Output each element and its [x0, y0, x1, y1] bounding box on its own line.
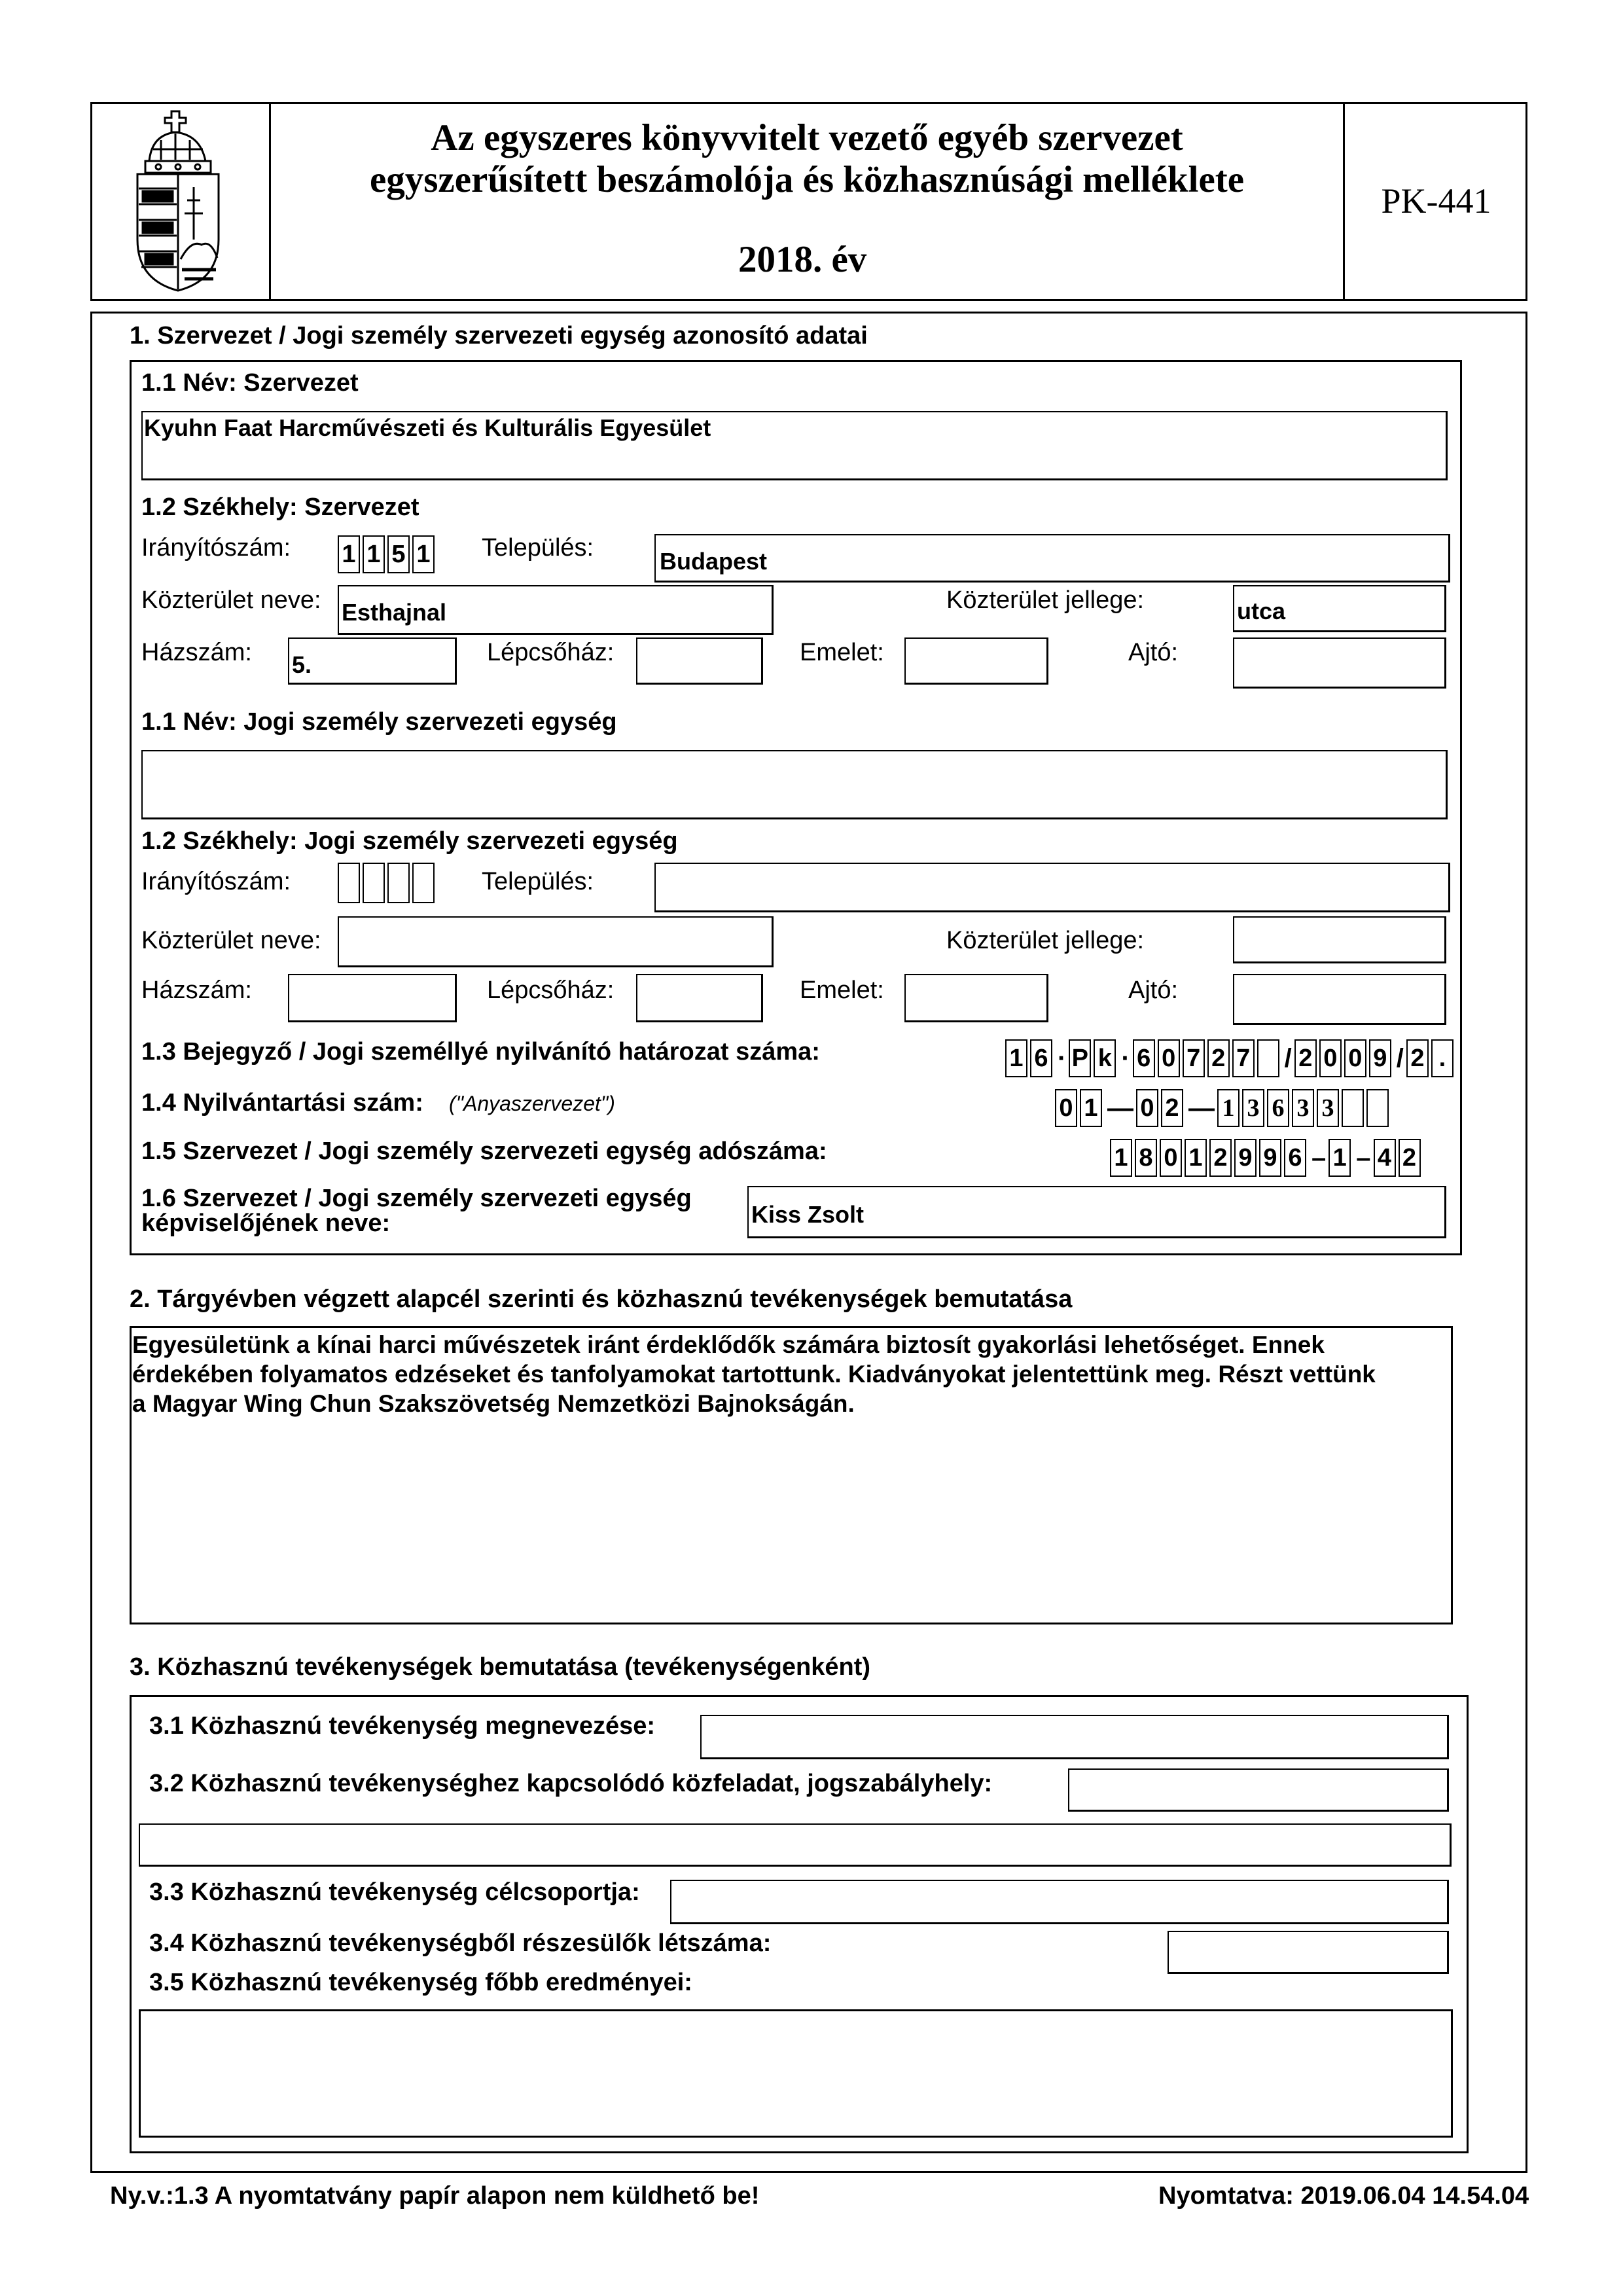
tax-digit[interactable]: 0	[1160, 1139, 1182, 1177]
unit-city-field[interactable]	[654, 863, 1450, 912]
unit-door-field[interactable]	[1233, 974, 1446, 1025]
section2-text-line1: Egyesületünk a kínai harci művészetek iránt érdeklődők számára biztosít gyakorlási lehetőséget. Ennek	[132, 1331, 1325, 1358]
section3-title: 3. Közhasznú tevékenységek bemutatása (tevékenységenként)	[130, 1653, 871, 1681]
section1-title: 1. Szervezet / Jogi személy szervezeti egység azonosító adatai	[130, 322, 868, 350]
activity-name-label: 3.1 Közhasznú tevékenység megnevezése:	[149, 1712, 656, 1740]
tax-digit[interactable]: 8	[1135, 1139, 1157, 1177]
org-seat-label: 1.2 Székhely: Szervezet	[141, 493, 419, 521]
unit-house-label: Házszám:	[141, 977, 252, 1004]
door-field[interactable]	[1233, 637, 1446, 689]
registry-note: ("Anyaszervezet")	[449, 1092, 615, 1115]
street-label: Közterület neve:	[141, 586, 321, 614]
zip-digit[interactable]: 1	[338, 535, 360, 573]
tax-cells[interactable]	[1110, 1138, 1423, 1178]
unit-city-label: Település:	[482, 868, 594, 895]
reg-char[interactable]: 0	[1319, 1039, 1342, 1077]
public-task-field-short[interactable]	[1068, 1768, 1449, 1812]
rep-label-line2: képviselőjének neve:	[141, 1210, 391, 1237]
unit-zip-cells[interactable]	[338, 863, 437, 903]
unit-street-label: Közterület neve:	[141, 927, 321, 954]
tax-digit[interactable]: 2	[1209, 1139, 1232, 1177]
unit-zip-label: Irányítószám:	[141, 868, 291, 895]
unit-staircase-field[interactable]	[636, 974, 763, 1022]
reg-char[interactable]	[1257, 1039, 1279, 1077]
tax-digit[interactable]: 6	[1284, 1139, 1306, 1177]
reg-char[interactable]: 6	[1133, 1039, 1155, 1077]
unit-street-field[interactable]	[338, 916, 774, 967]
city-label: Település:	[482, 534, 594, 562]
form-title-line1: Az egyszeres könyvvitelt vezető egyéb szervezet	[431, 117, 1183, 158]
floor-label: Emelet:	[800, 639, 884, 666]
registry-label: 1.4 Nyilvántartási szám:	[141, 1089, 423, 1117]
unit-floor-label: Emelet:	[800, 977, 884, 1004]
reg-char[interactable]: k	[1094, 1039, 1116, 1077]
reg-char[interactable]: 6	[1030, 1039, 1052, 1077]
reg-char[interactable]: .	[1431, 1039, 1454, 1077]
target-group-label: 3.3 Közhasznú tevékenység célcsoportja:	[149, 1878, 640, 1906]
reg-char[interactable]: 2	[1406, 1039, 1429, 1077]
floor-field[interactable]	[904, 637, 1048, 685]
rep-label-line1: 1.6 Szervezet / Jogi személy szervezeti egység	[141, 1185, 692, 1212]
unit-staircase-label: Lépcsőház:	[487, 977, 615, 1004]
registry-digit[interactable]: 0	[1055, 1089, 1077, 1127]
section2-text-line3: a Magyar Wing Chun Szakszövetség Nemzetközi Bajnokságán.	[132, 1390, 855, 1417]
tax-digit[interactable]: 4	[1374, 1139, 1396, 1177]
city-field[interactable]	[654, 534, 1450, 583]
zip-digit[interactable]: 5	[387, 535, 410, 573]
street-value: Esthajnal	[342, 599, 447, 626]
public-task-label: 3.2 Közhasznú tevékenységhez kapcsolódó közfeladat, jogszabályhely:	[149, 1770, 993, 1797]
activity-name-field[interactable]	[700, 1715, 1449, 1759]
house-value: 5.	[292, 651, 312, 678]
zip-cells[interactable]	[338, 534, 437, 575]
tax-digit[interactable]: 9	[1259, 1139, 1281, 1177]
form-title-line2: egyszerűsített beszámolója és közhasznúsági melléklete	[369, 159, 1245, 200]
tax-digit[interactable]: 9	[1234, 1139, 1257, 1177]
unit-door-label: Ajtó:	[1128, 977, 1179, 1004]
reg-char[interactable]: 7	[1232, 1039, 1255, 1077]
registry-digit[interactable]: 6	[1267, 1089, 1289, 1127]
zip-digit[interactable]: 1	[412, 535, 435, 573]
unit-seat-label: 1.2 Székhely: Jogi személy szervezeti egység	[141, 827, 678, 855]
reg-separator: /	[1396, 1044, 1404, 1073]
unit-zip-digit[interactable]	[363, 863, 385, 903]
org-name-value: Kyuhn Faat Harcművészeti és Kulturális Egyesület	[144, 414, 711, 441]
city-value: Budapest	[660, 548, 768, 575]
tax-separator: –	[1356, 1143, 1371, 1172]
rep-value: Kiss Zsolt	[751, 1201, 865, 1228]
reg-char[interactable]: 7	[1183, 1039, 1205, 1077]
unit-zip-digit[interactable]	[387, 863, 410, 903]
target-group-field[interactable]	[670, 1880, 1449, 1924]
unit-floor-field[interactable]	[904, 974, 1048, 1022]
org-name-label: 1.1 Név: Szervezet	[141, 369, 359, 397]
tax-digit[interactable]: 2	[1399, 1139, 1421, 1177]
footer-note: Ny.v.:1.3 A nyomtatvány papír alapon nem küldhető be!	[110, 2182, 760, 2210]
staircase-label: Lépcsőház:	[487, 639, 615, 666]
reg-char[interactable]: 2	[1207, 1039, 1230, 1077]
registry-digit[interactable]	[1366, 1089, 1389, 1127]
tax-separator: –	[1311, 1143, 1327, 1172]
street-type-value: utca	[1237, 598, 1286, 624]
beneficiaries-field[interactable]	[1168, 1931, 1449, 1974]
door-label: Ajtó:	[1128, 639, 1179, 666]
reg-char[interactable]: 1	[1005, 1039, 1027, 1077]
registry-digit[interactable]: 3	[1317, 1089, 1339, 1127]
results-label: 3.5 Közhasznú tevékenység főbb eredményei:	[149, 1969, 692, 1996]
registry-digit[interactable]: 3	[1292, 1089, 1314, 1127]
reg-char[interactable]: 0	[1158, 1039, 1180, 1077]
coat-of-arms-icon	[126, 109, 230, 295]
reg-decision-label: 1.3 Bejegyző / Jogi személlyé nyilvánító határozat száma:	[141, 1038, 820, 1066]
unit-street-type-field[interactable]	[1233, 916, 1446, 963]
registry-digit[interactable]: 0	[1136, 1089, 1158, 1127]
results-textarea[interactable]	[139, 2009, 1453, 2138]
tax-label: 1.5 Szervezet / Jogi személy szervezeti egység adószáma:	[141, 1138, 827, 1165]
reg-separator: ·	[1121, 1044, 1130, 1073]
registry-digit[interactable]: 2	[1161, 1089, 1183, 1127]
registry-separator: —	[1188, 1094, 1215, 1122]
house-field[interactable]	[288, 637, 457, 685]
reg-char[interactable]: 0	[1344, 1039, 1366, 1077]
zip-digit[interactable]: 1	[363, 535, 385, 573]
reg-char[interactable]: 9	[1369, 1039, 1391, 1077]
unit-house-field[interactable]	[288, 974, 457, 1022]
unit-name-label: 1.1 Név: Jogi személy szervezeti egység	[141, 708, 617, 736]
form-year: 2018. év	[738, 239, 867, 280]
form-code: PK-441	[1381, 181, 1491, 221]
registry-digit[interactable]: 1	[1080, 1089, 1102, 1127]
street-type-label: Közterület jellege:	[946, 586, 1145, 614]
unit-name-field[interactable]	[141, 750, 1448, 819]
staircase-field[interactable]	[636, 637, 763, 685]
tax-digit[interactable]: 1	[1329, 1139, 1351, 1177]
reg-separator: /	[1284, 1044, 1292, 1073]
zip-label: Irányítószám:	[141, 534, 291, 562]
reg-char[interactable]: 2	[1294, 1039, 1317, 1077]
section2-text-line2: érdekében folyamatos edzéseket és tanfolyamokat tartottunk. Kiadványokat jelentettünk meg. Részt vettünk	[132, 1361, 1376, 1388]
reg-decision-cells[interactable]	[1005, 1038, 1456, 1079]
unit-zip-digit[interactable]	[412, 863, 435, 903]
unit-street-type-label: Közterület jellege:	[946, 927, 1145, 954]
tax-digit[interactable]: 1	[1185, 1139, 1207, 1177]
reg-char[interactable]: P	[1069, 1039, 1091, 1077]
unit-zip-digit[interactable]	[338, 863, 360, 903]
tax-digit[interactable]: 1	[1110, 1139, 1132, 1177]
reg-separator: ·	[1058, 1044, 1067, 1073]
beneficiaries-label: 3.4 Közhasznú tevékenységből részesülők létszáma:	[149, 1929, 772, 1957]
registry-digit[interactable]: 1	[1217, 1089, 1240, 1127]
house-label: Házszám:	[141, 639, 252, 666]
public-task-field[interactable]	[139, 1823, 1452, 1867]
section2-title: 2. Tárgyévben végzett alapcél szerinti és közhasznú tevékenységek bemutatása	[130, 1285, 1073, 1313]
registry-digit[interactable]: 3	[1242, 1089, 1264, 1127]
registry-digit[interactable]	[1342, 1089, 1364, 1127]
footer-printed: Nyomtatva: 2019.06.04 14.54.04	[1158, 2182, 1529, 2210]
registry-cells[interactable]	[1055, 1088, 1391, 1128]
registry-separator: —	[1107, 1094, 1133, 1122]
